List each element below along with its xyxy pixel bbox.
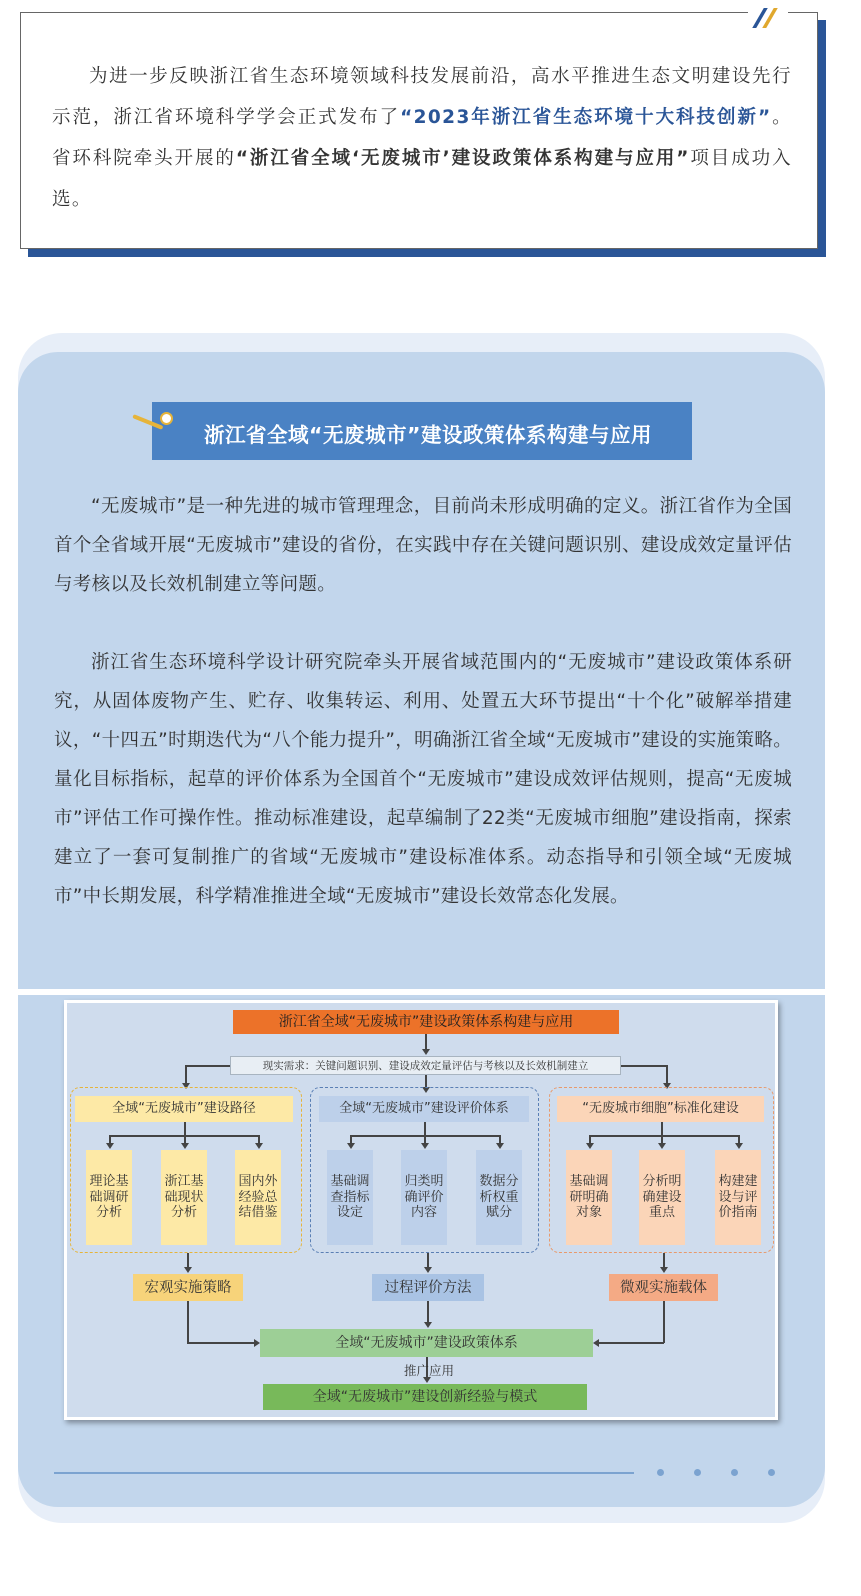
path-item-3: 国内外经验总结借鉴 <box>235 1150 281 1245</box>
double-slash-icon <box>748 6 788 30</box>
section-paragraph-1: “无废城市”是一种先进的城市管理理念，目前尚未形成明确的定义。浙江省作为全国首个全省域开展“无废城市”建设的省份，在实践中存在关键问题识别、建设成效定量评估与考核以及长效机制建立等问题。 <box>54 496 792 595</box>
result-macro: 宏观实施策略 <box>133 1274 243 1301</box>
group-path-head: 全域“无废城市”建设路径 <box>75 1096 293 1122</box>
evaluation-item-1: 基础调查指标设定 <box>327 1150 373 1245</box>
pin-icon <box>133 404 173 430</box>
divider <box>0 989 861 995</box>
group-evaluation-head: 全域“无废城市”建设评价体系 <box>319 1096 529 1122</box>
evaluation-item-3: 数据分析权重赋分 <box>476 1150 522 1245</box>
result-micro: 微观实施载体 <box>609 1274 718 1301</box>
intro-box <box>20 12 826 257</box>
project-name: “浙江省全域‘无废城市’建设政策体系构建与应用” <box>235 148 690 169</box>
intro-text: 为进一步反映浙江省生态环境领域科技发展前沿，高水平推进生态文明建设先行示范，浙江省环境科学学会正式发布了“2023年浙江省生态环境十大科技创新”。省环科院牵头开展的“浙江省全域‘无废城市’建设政策体系构建与应用”项目成功入选。 <box>52 66 792 210</box>
footer-line <box>54 1472 634 1474</box>
award-name: “2023年浙江省生态环境十大科技创新” <box>400 107 772 128</box>
path-item-1: 理论基础调研分析 <box>86 1150 132 1245</box>
evaluation-item-2: 归类明确评价内容 <box>401 1150 447 1245</box>
footer-dot <box>694 1469 701 1476</box>
section-paragraph-2: 浙江省生态环境科学设计研究院牵头开展省域范围内的“无废城市”建设政策体系研究，从固体废物产生、贮存、收集转运、利用、处置五大环节提出“十个化”破解举措建议，“十四五”时期迭代为“八个能力提升”，明确浙江省全域“无废城市”建设的实施策略。量化目标指标，起草的评价体系为全国首个“无废城市”建设成效评估规则，提高“无废城市”评估工作可操作性。推动标准建设，起草编制了22类“无废城市细胞”建设指南，探索建立了一套可复制推广的省域“无废城市”建设标准体系。动态指导和引领全域“无废城市”中长期发展，科学精准推进全域“无废城市”建设长效常态化发展。 <box>54 652 792 907</box>
section-title: 浙江省全域“无废城市”建设政策体系构建与应用 <box>204 423 652 447</box>
footer-dot <box>768 1469 775 1476</box>
cell-item-2: 分析明确建设重点 <box>639 1150 685 1245</box>
group-cell-head: “无废城市细胞”标准化建设 <box>557 1096 764 1122</box>
result-process: 过程评价方法 <box>372 1274 484 1301</box>
diagram-title: 浙江省全域“无废城市”建设政策体系构建与应用 <box>233 1010 619 1034</box>
diagram-need: 现实需求：关键问题识别、建设成效定量评估与考核以及长效机制建立 <box>230 1056 621 1075</box>
footer-dot <box>657 1469 664 1476</box>
section-title-banner <box>152 402 692 460</box>
path-item-2: 浙江基础现状分析 <box>161 1150 207 1245</box>
cell-item-3: 构建建设与评价指南 <box>715 1150 761 1245</box>
footer-dot <box>731 1469 738 1476</box>
cell-item-1: 基础调研明确对象 <box>566 1150 612 1245</box>
policy-system: 全域“无废城市”建设政策体系 <box>260 1329 593 1357</box>
policy-framework-diagram <box>64 1000 778 1420</box>
promote-label: 推广应用 <box>403 1363 454 1378</box>
innovation-model: 全域“无废城市”建设创新经验与模式 <box>263 1384 587 1410</box>
